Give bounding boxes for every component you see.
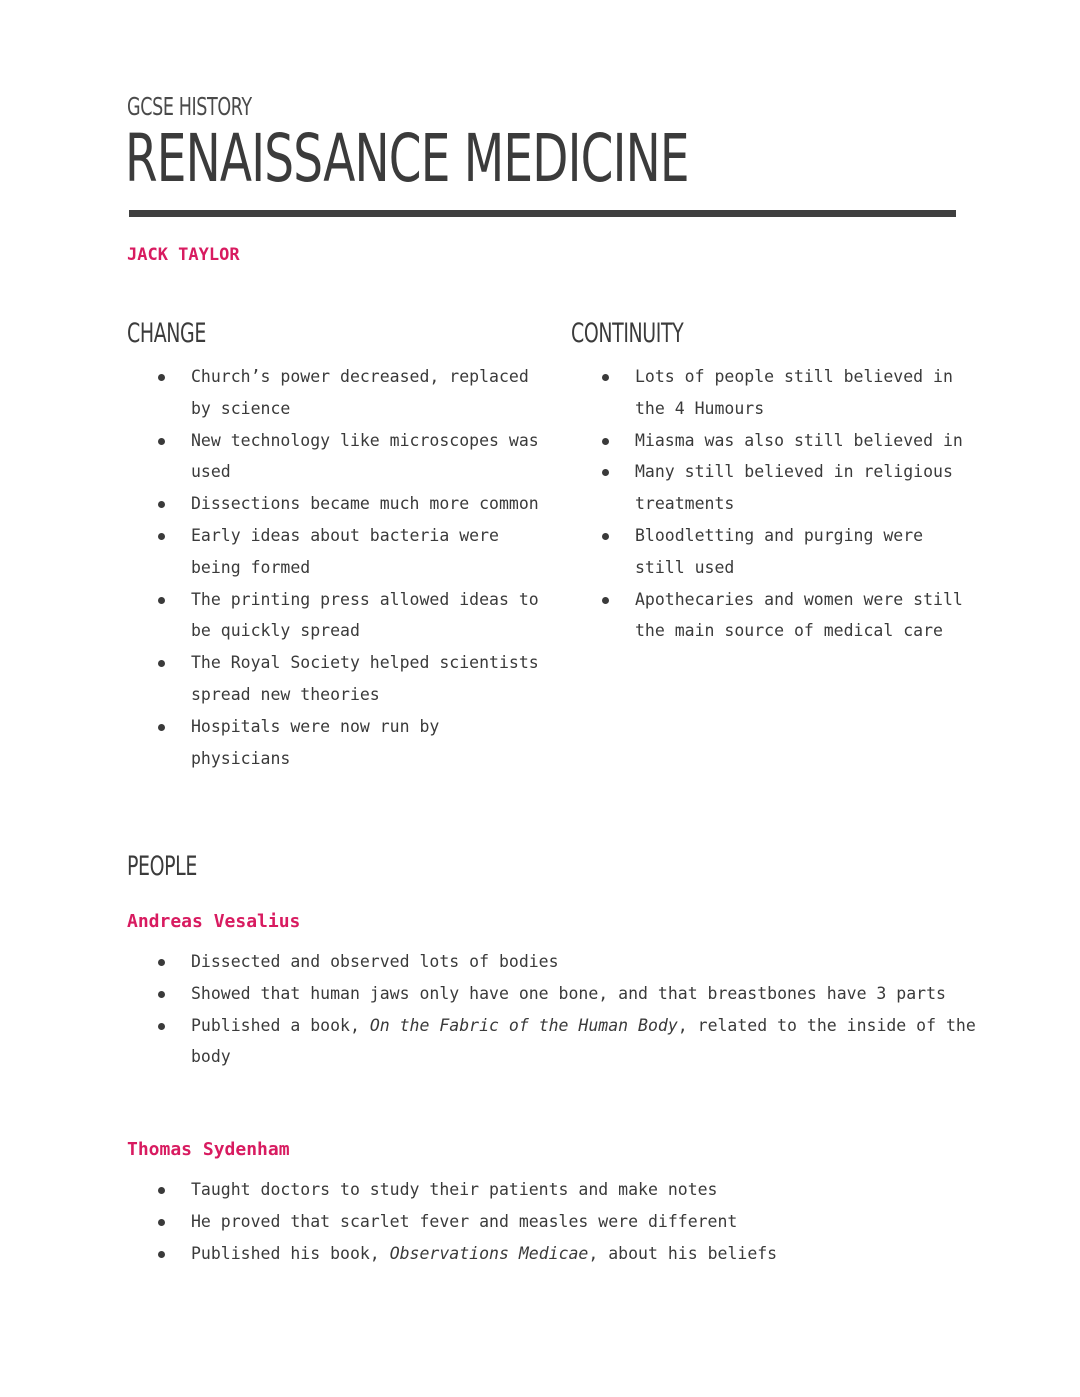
bullet-icon xyxy=(158,1187,165,1194)
list-item: Many still believed in religious treatments xyxy=(571,456,971,520)
list-item: Apothecaries and women were still the main source of medical care xyxy=(571,584,971,648)
change-heading: CHANGE xyxy=(127,318,206,349)
page-title: RENAISSANCE MEDICINE xyxy=(125,120,689,197)
list-item: Church’s power decreased, replaced by science xyxy=(127,361,547,425)
bullet-icon xyxy=(158,597,165,604)
bullet-icon xyxy=(158,374,165,381)
list-item: Bloodletting and purging were still used xyxy=(571,520,971,584)
list-item: Published his book, Observations Medicae, about his beliefs xyxy=(127,1238,987,1270)
subject-label: GCSE HISTORY xyxy=(127,92,252,121)
bullet-icon xyxy=(158,1219,165,1226)
bullet-icon xyxy=(158,991,165,998)
bullet-icon xyxy=(602,374,609,381)
book-title: On the Fabric of the Human Body xyxy=(369,1015,678,1035)
change-list xyxy=(127,361,547,774)
list-item: The printing press allowed ideas to be quickly spread xyxy=(127,584,547,648)
list-item: Early ideas about bacteria were being formed xyxy=(127,520,547,584)
continuity-heading: CONTINUITY xyxy=(571,318,684,349)
list-item: New technology like microscopes was used xyxy=(127,425,547,489)
vesalius-list xyxy=(127,946,987,1073)
list-item: Hospitals were now run by physicians xyxy=(127,711,547,775)
bullet-icon xyxy=(158,501,165,508)
bullet-icon xyxy=(158,1251,165,1258)
bullet-icon xyxy=(158,724,165,731)
bullet-icon xyxy=(158,1023,165,1030)
list-item: Dissections became much more common xyxy=(127,488,547,520)
list-item: The Royal Society helped scientists spread new theories xyxy=(127,647,547,711)
list-item: He proved that scarlet fever and measles were different xyxy=(127,1206,987,1238)
title-divider xyxy=(129,210,956,217)
sydenham-list xyxy=(127,1174,987,1269)
list-item: Dissected and observed lots of bodies xyxy=(127,946,987,978)
bullet-icon xyxy=(602,597,609,604)
book-title: Observations Medicae xyxy=(389,1243,589,1263)
bullet-icon xyxy=(602,438,609,445)
people-heading: PEOPLE xyxy=(127,851,197,882)
person-name-vesalius: Andreas Vesalius xyxy=(127,911,301,932)
bullet-icon xyxy=(158,660,165,667)
list-item: Lots of people still believed in the 4 Humours xyxy=(571,361,971,425)
bullet-icon xyxy=(602,469,609,476)
list-item: Miasma was also still believed in xyxy=(571,425,971,457)
bullet-icon xyxy=(158,438,165,445)
bullet-icon xyxy=(158,959,165,966)
continuity-list xyxy=(571,361,971,647)
bullet-icon xyxy=(602,533,609,540)
list-item: Published a book, On the Fabric of the Human Body, related to the inside of the body xyxy=(127,1010,987,1074)
list-item: Showed that human jaws only have one bone, and that breastbones have 3 parts xyxy=(127,978,987,1010)
list-item: Taught doctors to study their patients and make notes xyxy=(127,1174,987,1206)
person-name-sydenham: Thomas Sydenham xyxy=(127,1139,290,1160)
bullet-icon xyxy=(158,533,165,540)
author-name: JACK TAYLOR xyxy=(127,245,240,265)
